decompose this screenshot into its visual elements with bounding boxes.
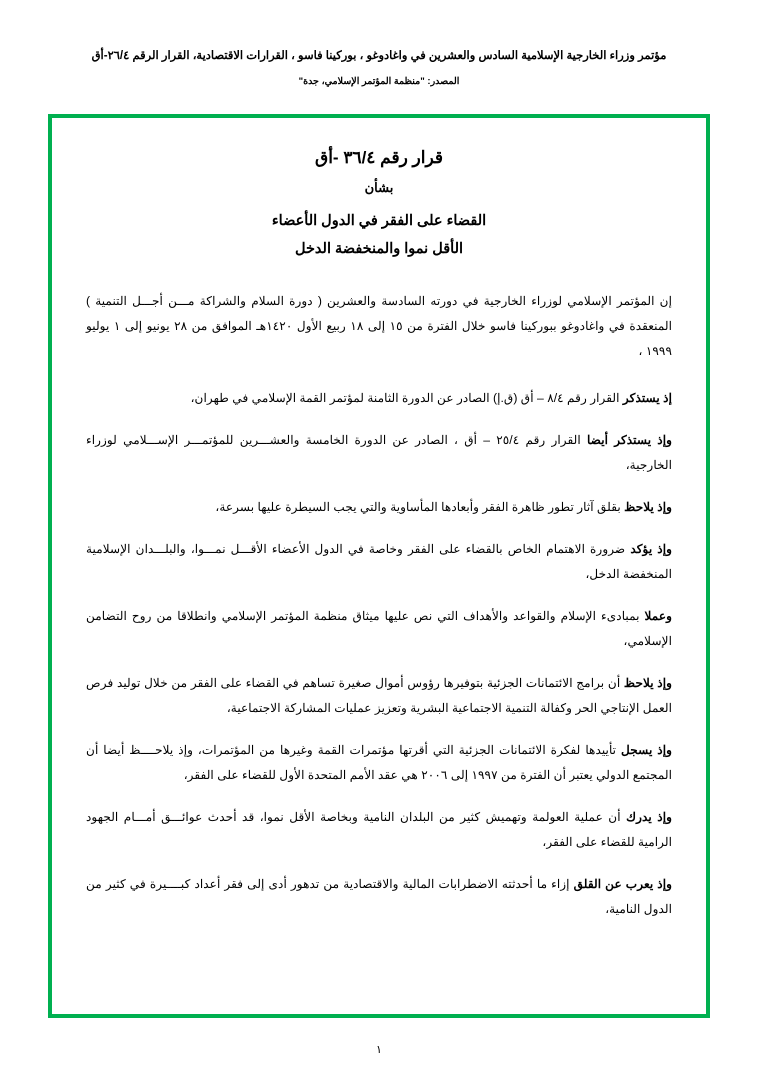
paragraph-text: إزاء ما أحدثته الاضطرابات المالية والاقتصادية من تدهور أدى إلى فقر أعداد كبــــيرة في كثير من الدول النامية، <box>86 877 672 917</box>
header-title: مؤتمر وزراء الخارجية الإسلامية السادس والعشرين في واغادوغو ، بوركينا فاسو ، القرارات الاقتصادية، القرار الرقم ٢٦/٤-أق <box>91 50 667 62</box>
paragraph-text: القرار رقم ٨/٤ – أق (ق.إ) الصادر عن الدورة الثامنة لمؤتمر القمة الإسلامي في طهران، <box>190 391 623 406</box>
paragraph-text: القرار رقم ٢٥/٤ – أق ، الصادر عن الدورة الخامسة والعشـــرين للمؤتمـــر الإســـلامي لوزراء الخارجية، <box>86 433 672 473</box>
paragraph <box>86 872 672 922</box>
resolution-topic-line1: القضاء على الفقر في الدول الأعضاء <box>271 213 487 229</box>
paragraph <box>86 738 672 788</box>
page-number: ١ <box>376 1044 382 1056</box>
paragraph-text: إن المؤتمر الإسلامي لوزراء الخارجية في دورته السادسة والعشرين ( دورة السلام والشراكة مـــن أجـــل التنمية ) المنعقدة في واغادوغو ببوركينا فاسو خلال الفترة من ١٥ إلى ١٨ ربيع الأول ١٤٢٠هـ الموافق من ٢٨ يونيو إلى ١ يوليو ١٩٩٩ ، <box>86 294 672 359</box>
paragraph <box>86 604 672 654</box>
paragraph-text: أن عملية العولمة وتهميش كثير من البلدان النامية وبخاصة الأقل نموا، قد أحدث عوائـــق أمـــام الجهود الرامية للقضاء على الفقر، <box>86 810 672 850</box>
paragraph-lead: وإذ يلاحظ <box>624 500 672 515</box>
resolution-title-block <box>86 148 672 263</box>
paragraph-list <box>86 289 672 922</box>
resolution-subject-label: بشأن <box>364 180 394 195</box>
paragraph <box>86 805 672 855</box>
paragraph <box>86 495 672 520</box>
paragraph-lead: وإذ يؤكد <box>630 542 672 557</box>
paragraph-text: أن برامج الائتمانات الجزئية بتوفيرها رؤوس أموال صغيرة تساهم في القضاء على الفقر من خلال توليد فرص العمل الإنتاجي الحر وكفالة التنمية الاجتماعية البشرية وتعزيز عمليات المشاركة الاجتماعية، <box>86 676 672 716</box>
paragraph <box>86 289 672 364</box>
green-border-frame <box>48 114 710 1018</box>
paragraph-text: ضرورة الاهتمام الخاص بالقضاء على الفقر وخاصة في الدول الأعضاء الأقـــل نمـــوا، والبلـــدان الإسلامية المنخفضة الدخل، <box>86 542 672 582</box>
paragraph-lead: وإذ يلاحظ <box>623 676 673 691</box>
paragraph <box>86 537 672 587</box>
paragraph-lead: وإذ يسجل <box>621 743 672 758</box>
paragraph <box>86 428 672 478</box>
document-body <box>52 118 706 1014</box>
paragraph-lead: وإذ يستذكر أيضا <box>586 433 672 448</box>
header-source: المصدر: "منظمة المؤتمر الإسلامي، جدة" <box>298 76 460 88</box>
paragraph-lead: وإذ يدرك <box>626 810 672 825</box>
paragraph-text: تأييدها لفكرة الائتمانات الجزئية التي أقرتها مؤتمرات القمة وغيرها من المؤتمرات، وإذ يلاحــــظ أيضا أن المجتمع الدولي يعتبر أن الفترة من ١٩٩٧ إلى ٢٠٠٦ هي عقد الأمم المتحدة الأول للقضاء على الفقر، <box>86 743 672 783</box>
paragraph-lead: وعملا <box>644 609 672 624</box>
page-header <box>0 0 758 87</box>
paragraph <box>86 386 672 411</box>
paragraph-lead: إذ يستذكر <box>622 391 672 406</box>
resolution-number: قرار رقم ٣٦/٤ -أق <box>315 148 443 167</box>
paragraph-text: بقلق آثار تطور ظاهرة الفقر وأبعادها المأساوية والتي يجب السيطرة عليها بسرعة، <box>215 500 625 515</box>
paragraph-lead: وإذ يعرب عن القلق <box>573 877 672 892</box>
paragraph <box>86 671 672 721</box>
paragraph-text: بمبادىء الإسلام والقواعد والأهداف التي نص عليها ميثاق منظمة المؤتمر الإسلامي وانطلاقا من روح التضامن الإسلامي، <box>86 609 672 649</box>
resolution-topic-line2: الأقل نموا والمنخفضة الدخل <box>294 240 464 257</box>
